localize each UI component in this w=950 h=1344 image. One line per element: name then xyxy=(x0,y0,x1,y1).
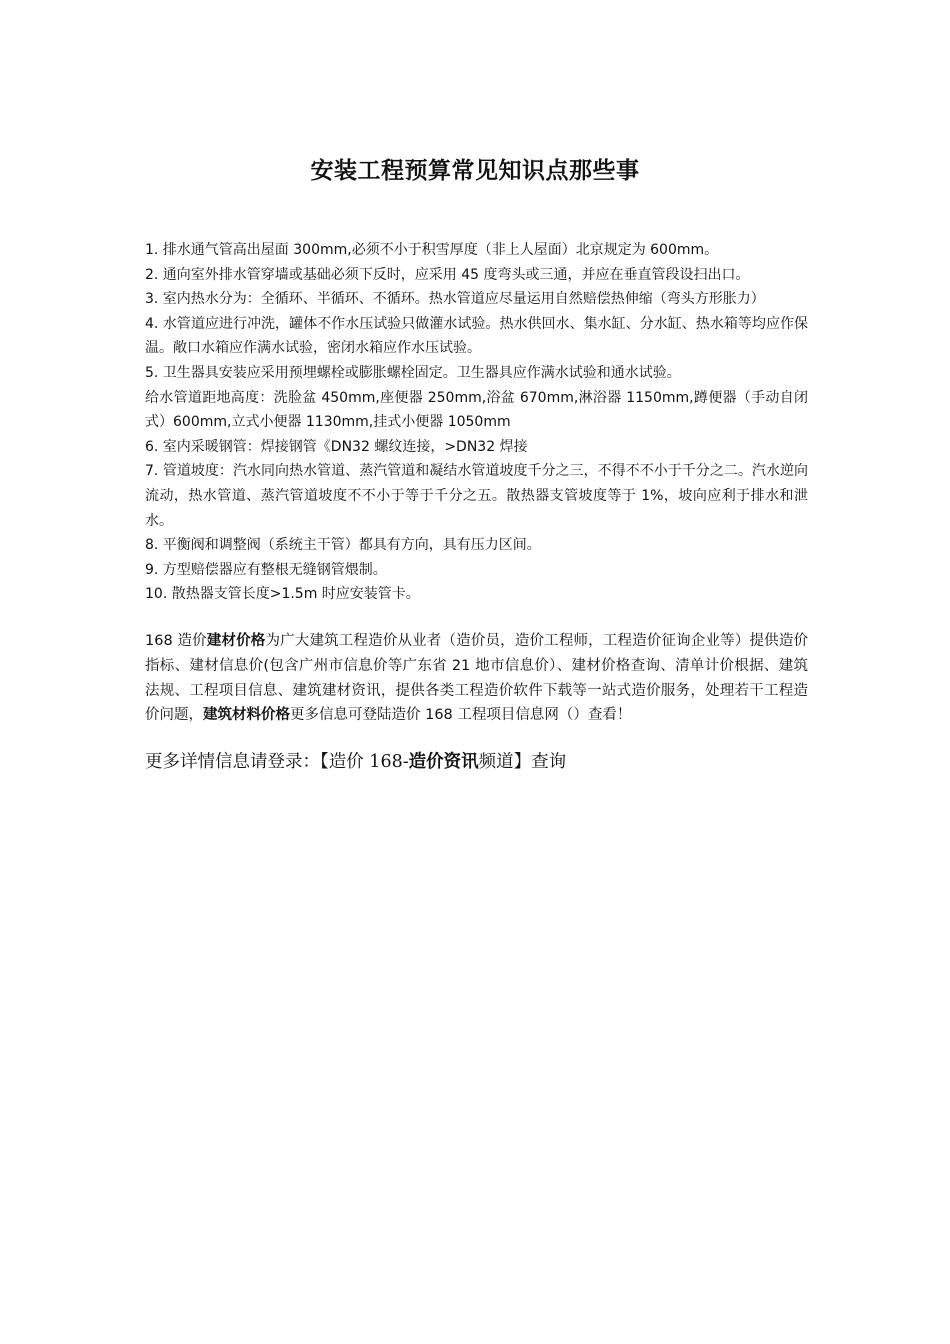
promo-link-material-price[interactable]: 建材价格 xyxy=(206,632,266,649)
list-item: 给水管道距地高度：洗脸盆 450mm,座便器 250mm,浴盆 670mm,淋浴器 1150mm,蹲便器（手动自闭式）600mm,立式小便器 1130mm,挂式小便器 1050mm xyxy=(145,389,808,431)
promo-text: 168 造价 xyxy=(145,632,207,649)
more-info-line xyxy=(145,748,808,776)
list-item: 1. 排水通气管高出屋面 300mm,必须不小于积雪厚度（非上人屋面）北京规定为 600mm。 xyxy=(145,242,719,258)
more-info-text: 更多详情信息请登录：【造价 168- xyxy=(145,752,409,773)
list-item: 2. 通向室外排水管穿墙或基础必须下反时，应采用 45 度弯头或三通，并应在垂直管段设扫出口。 xyxy=(145,266,750,283)
list-item: 9. 方型赔偿器应有整根无缝钢管煨制。 xyxy=(145,561,387,578)
promo-paragraph xyxy=(145,629,808,728)
document-body xyxy=(145,238,808,794)
list-item: 7. 管道坡度：汽水同向热水管道、蒸汽管道和凝结水管道坡度千分之三，不得不不小于千分之二。汽水逆向流动，热水管道、蒸汽管道坡度不不小于等于千分之五。散热器支管坡度等于 1%，坡向应利于排水和泄水。 xyxy=(145,463,808,529)
list-item: 4. 水管道应进行冲洗，罐体不作水压试验只做灌水试验。热水供回水、集水缸、分水缸、热水箱等均应作保温。敞口水箱应作满水试验，密闭水箱应作水压试验。 xyxy=(145,315,808,357)
list-item: 3. 室内热水分为：全循环、半循环、不循环。热水管道应尽量运用自然赔偿热伸缩（弯头方形胀力） xyxy=(145,291,765,308)
list-item: 5. 卫生器具安装应采用预埋螺栓或膨胀螺栓固定。卫生器具应作满水试验和通水试验。 xyxy=(145,364,681,381)
promo-text: 更多信息可登陆造价 168 工程项目信息网（）查看！ xyxy=(290,707,632,724)
list-item: 6. 室内采暖钢管：焊接钢管《DN32 螺纹连接，>DN32 焊接 xyxy=(145,438,528,455)
list-item: 10. 散热器支管长度>1.5m 时应安装管卡。 xyxy=(145,586,420,603)
list-item: 8. 平衡阀和调整阀（系统主干管）都具有方向，具有压力区间。 xyxy=(145,537,541,554)
more-info-text: 频道】查询 xyxy=(478,752,567,773)
document-title: 安装工程预算常见知识点那些事 xyxy=(310,157,640,184)
more-info-link-news-channel[interactable]: 造价资讯 xyxy=(408,752,479,773)
promo-link-building-material-price[interactable]: 建筑材料价格 xyxy=(203,707,290,724)
promo-text: 为广大建筑工程造价从业者（造价员，造价工程师，工程造价征询企业等）提供造价指标、建材信息价(包含广州市信息价等广东省 21 地市信息价）、建材价格查询、清单计价根据、建筑法规、工程项目信息、建筑建材资讯，提供各类工程造价软件下载等一站式造价服务，处理若干工程造价问题， xyxy=(145,632,808,724)
